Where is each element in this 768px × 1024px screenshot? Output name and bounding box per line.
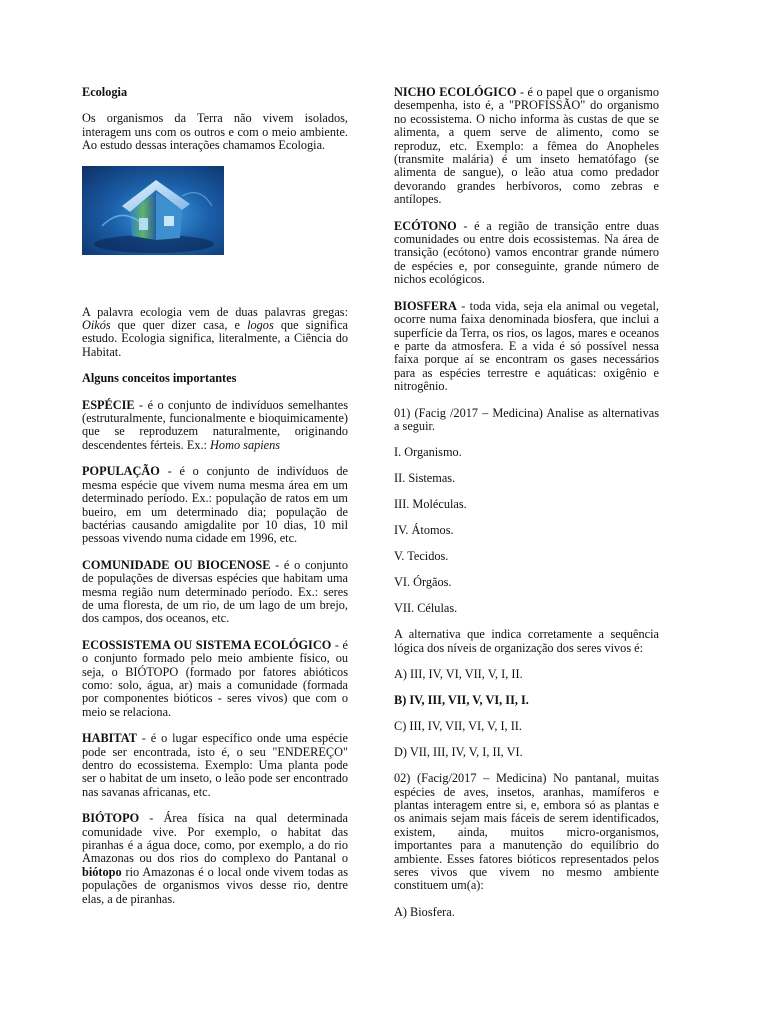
etymology-text: que quer dizer casa, e	[110, 318, 248, 333]
populacao-term: POPULAÇÃO	[82, 464, 160, 479]
etymology-logos: logos	[247, 318, 274, 333]
nicho-paragraph	[394, 86, 659, 207]
q1-item: VI. Órgãos.	[394, 575, 452, 590]
biotopo-text: rio Amazonas é o local onde vivem todas as populações de organismos vivos desse rio, dentre elas, a de piranhas.	[82, 864, 348, 906]
ecossistema-paragraph	[82, 639, 348, 719]
ecotono-text: - é a região de transição entre duas comunidades ou entre dois ecossistemas. Na área de transição (ecótono) vamos encontrar grande número de espécies e, por conseguinte, grande número de nichos ecológicos.	[394, 218, 659, 287]
nicho-term: NICHO ECOLÓGICO	[394, 85, 517, 99]
biosfera-term: BIOSFERA	[394, 298, 457, 313]
intro-paragraph: Os organismos da Terra não vivem isolados, interagem uns com os outros e com o meio ambiente. Ao estudo dessas interações chamamos Ecologia.	[82, 111, 348, 153]
ecossistema-text: - é o conjunto formado pelo meio ambiente físico, ou seja, o BIÓTOPO (formado por fatores abióticos como: solo, água, ar) mais a comunidade (formada por componentes bióticos - seres vivos) que com o meio se relaciona.	[82, 637, 348, 719]
right-column	[394, 86, 659, 932]
ecotono-paragraph	[394, 220, 659, 287]
ecossistema-term: ECOSSISTEMA OU SISTEMA ECOLÓGICO	[82, 637, 332, 652]
biotopo-text: - Área física na qual determinada comunidade vive. Por exemplo, o habitat das piranhas é a água doce, como, por exemplo, a do rio Amazonas ou dos rios do complexo do Pantanal o	[82, 811, 348, 866]
page-title: Ecologia	[82, 85, 128, 99]
habitat-text: - é o lugar específico onde uma espécie pode ser encontrada, isto é, o seu "ENDEREÇO" dentro do ecossistema. Exemplo: Uma planta pode ser o habitat de um inseto, o leão pode ser encontrado nas savanas africanas, etc.	[82, 731, 348, 799]
q1-option-b: B) IV, III, VII, V, VI, II, I.	[394, 693, 529, 708]
nicho-text: - é o papel que o organismo desempenha, isto é, a "PROFISSÃO" do organismo no ecossistema. O nicho informa às custas de que se alimenta, a quem serve de alimento, como se reproduz, etc. Exemplo: a fêmea do Anopheles (transmite malária) é um inseto hematófago (se alimenta de sangue), o leão atua como predador devorando grandes herbívoros, como zebras e antílopes.	[394, 85, 659, 207]
biotopo-bold: biótopo	[82, 864, 122, 879]
habitat-term: HABITAT	[82, 731, 137, 746]
comunidade-term: COMUNIDADE OU BIOCENOSE	[82, 557, 271, 572]
q1-item: II. Sistemas.	[394, 471, 456, 486]
q1-item: IV. Átomos.	[394, 523, 454, 538]
populacao-paragraph	[82, 465, 348, 545]
left-column	[82, 86, 348, 919]
especie-example: Homo sapiens	[210, 437, 281, 452]
comunidade-paragraph	[82, 559, 348, 626]
q1-item: III. Moléculas.	[394, 497, 467, 512]
q1-item: V. Tecidos.	[394, 549, 449, 564]
question-1-prompt: A alternativa que indica corretamente a sequência lógica dos níveis de organização dos seres vivos é:	[394, 627, 659, 655]
concepts-heading: Alguns conceitos importantes	[82, 371, 237, 386]
question-2-stem: 02) (Facig/2017 – Medicina) No pantanal, muitas espécies de aves, insetos, aranhas, mamíferos e plantas interagem entre si, e, embora só as plantas e os animais sejam mais fáceis de serem identificados, existem, ainda, muitos micro-organismos, importantes para a manutenção do equilíbrio do ambiente. Esses fatores bióticos representados pelos seres vivos que vivem no mesmo ambiente constituem um(a):	[394, 771, 659, 893]
habitat-paragraph	[82, 732, 348, 799]
etymology-paragraph	[82, 306, 348, 360]
biotopo-paragraph	[82, 812, 348, 906]
populacao-text: - é o conjunto de indivíduos de mesma espécie que vivem numa mesma área em um determinado período. Ex.: população de ratos em um bueiro, em um determinado dia; população de bactérias causando amigdalite por 10 dias, 10 mil pessoas vivendo numa cidade em 1996, etc.	[82, 464, 348, 546]
etymology-oikos: Oikós	[82, 318, 111, 333]
biotopo-term: BIÓTOPO	[82, 811, 140, 826]
etymology-text: A palavra ecologia vem de duas palavras gregas:	[82, 304, 348, 319]
biosfera-text: - toda vida, seja ela animal ou vegetal, ocorre numa faixa denominada biosfera, que inclui a superfície da Terra, os rios, os lagos, mares e oceanos e parte da atmosfera. E a vida é só possível nessa faixa porque aí se encontram os gases necessários para as espécies terrestre e aquáticas: oxigênio e nitrogênio.	[394, 298, 659, 394]
q1-option-d: D) VII, III, IV, V, I, II, VI.	[394, 745, 523, 760]
q1-item: I. Organismo.	[394, 445, 462, 460]
especie-paragraph	[82, 399, 348, 453]
q2-option-a: A) Biosfera.	[394, 904, 455, 919]
q1-item: VII. Células.	[394, 601, 458, 616]
question-1-stem: 01) (Facig /2017 – Medicina) Analise as alternativas a seguir.	[394, 405, 659, 433]
q1-option-a: A) III, IV, VI, VII, V, I, II.	[394, 667, 523, 682]
q1-option-c: C) III, IV, VII, VI, V, I, II.	[394, 719, 522, 734]
etymology-text: que significa estudo. Ecologia significa, literalmente, a Ciência do Habitat.	[82, 318, 348, 359]
especie-text: - é o conjunto de indivíduos semelhantes (estruturalmente, funcionalmente e bioquimicamente) que se reproduzem naturalmente, originando descendentes férteis. Ex.:	[82, 397, 348, 452]
especie-term: ESPÉCIE	[82, 397, 135, 412]
comunidade-text: - é o conjunto de populações de diversas espécies que habitam uma mesma região num determinado período. Ex.: seres de uma floresta, de um rio, de um lago de um brejo, dos campos, dos oceanos, etc.	[82, 557, 348, 626]
ecotono-term: ECÓTONO	[394, 218, 457, 233]
eco-house-globe-icon	[82, 166, 224, 255]
biosfera-paragraph	[394, 300, 659, 394]
